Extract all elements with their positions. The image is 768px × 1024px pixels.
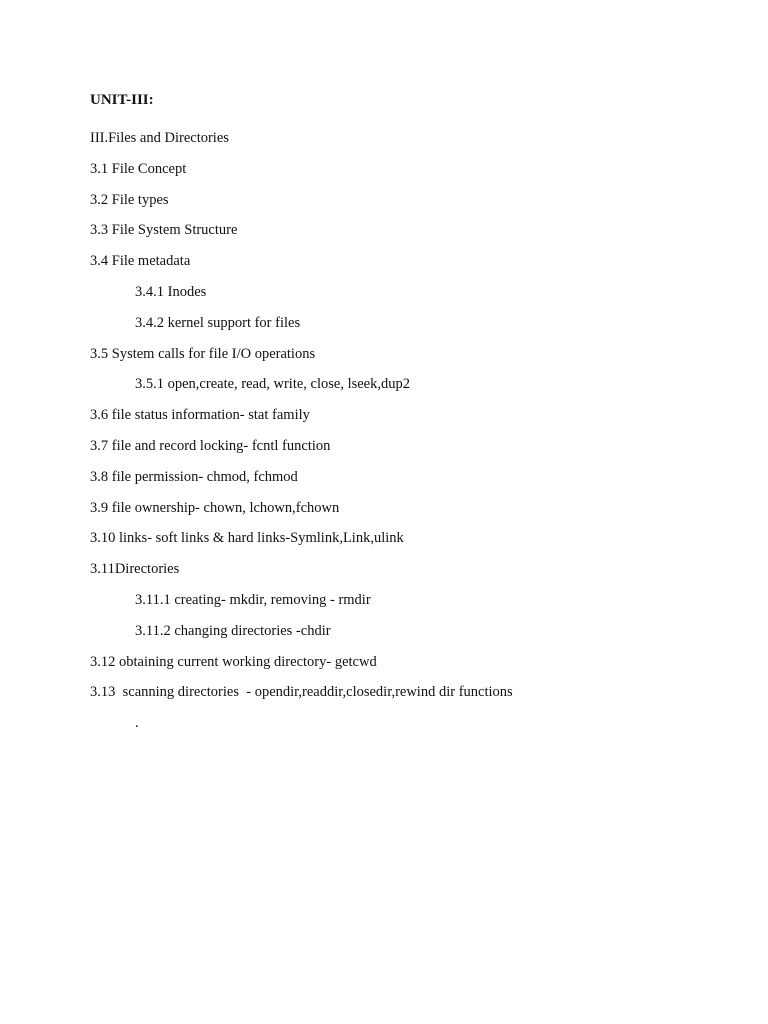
toc-item-3-2: 3.2 File types <box>90 191 169 208</box>
toc-item-3-9: 3.9 file ownership- chown, lchown,fchown <box>90 499 340 516</box>
toc-item-3-3: 3.3 File System Structure <box>90 222 238 239</box>
toc-item-3-8: 3.8 file permission- chmod, fchmod <box>90 468 298 485</box>
toc-section-title: III.Files and Directories <box>90 130 229 146</box>
toc-subitem-3-11-1: 3.11.1 creating- mkdir, removing - rmdir <box>135 591 371 608</box>
toc-subitem-3-4-2: 3.4.2 kernel support for files <box>135 314 301 331</box>
toc-item-3-11: 3.11Directories <box>90 561 180 578</box>
toc-item-3-13: 3.13 scanning directories - opendir,readdir,closedir,rewind dir functions <box>90 684 513 701</box>
unit-heading: UNIT-III: <box>90 92 154 108</box>
toc-item-3-6: 3.6 file status information- stat family <box>90 407 310 424</box>
trailing-period: . <box>135 715 139 732</box>
toc-subitem-3-5-1: 3.5.1 open,create, read, write, close, lseek,dup2 <box>135 376 410 393</box>
toc-item-3-10: 3.10 links- soft links & hard links-Symlink,Link,ulink <box>90 530 404 547</box>
toc-item-3-7: 3.7 file and record locking- fcntl function <box>90 437 331 454</box>
toc-item-3-5: 3.5 System calls for file I/O operations <box>90 345 316 362</box>
toc-subitem-3-4-1: 3.4.1 Inodes <box>135 283 207 300</box>
toc-subitem-3-11-2: 3.11.2 changing directories -chdir <box>135 622 331 639</box>
table-of-contents <box>90 128 730 744</box>
toc-item-3-4: 3.4 File metadata <box>90 253 191 270</box>
toc-item-3-1: 3.1 File Concept <box>90 160 187 177</box>
toc-item-3-12: 3.12 obtaining current working directory- getcwd <box>90 653 377 670</box>
